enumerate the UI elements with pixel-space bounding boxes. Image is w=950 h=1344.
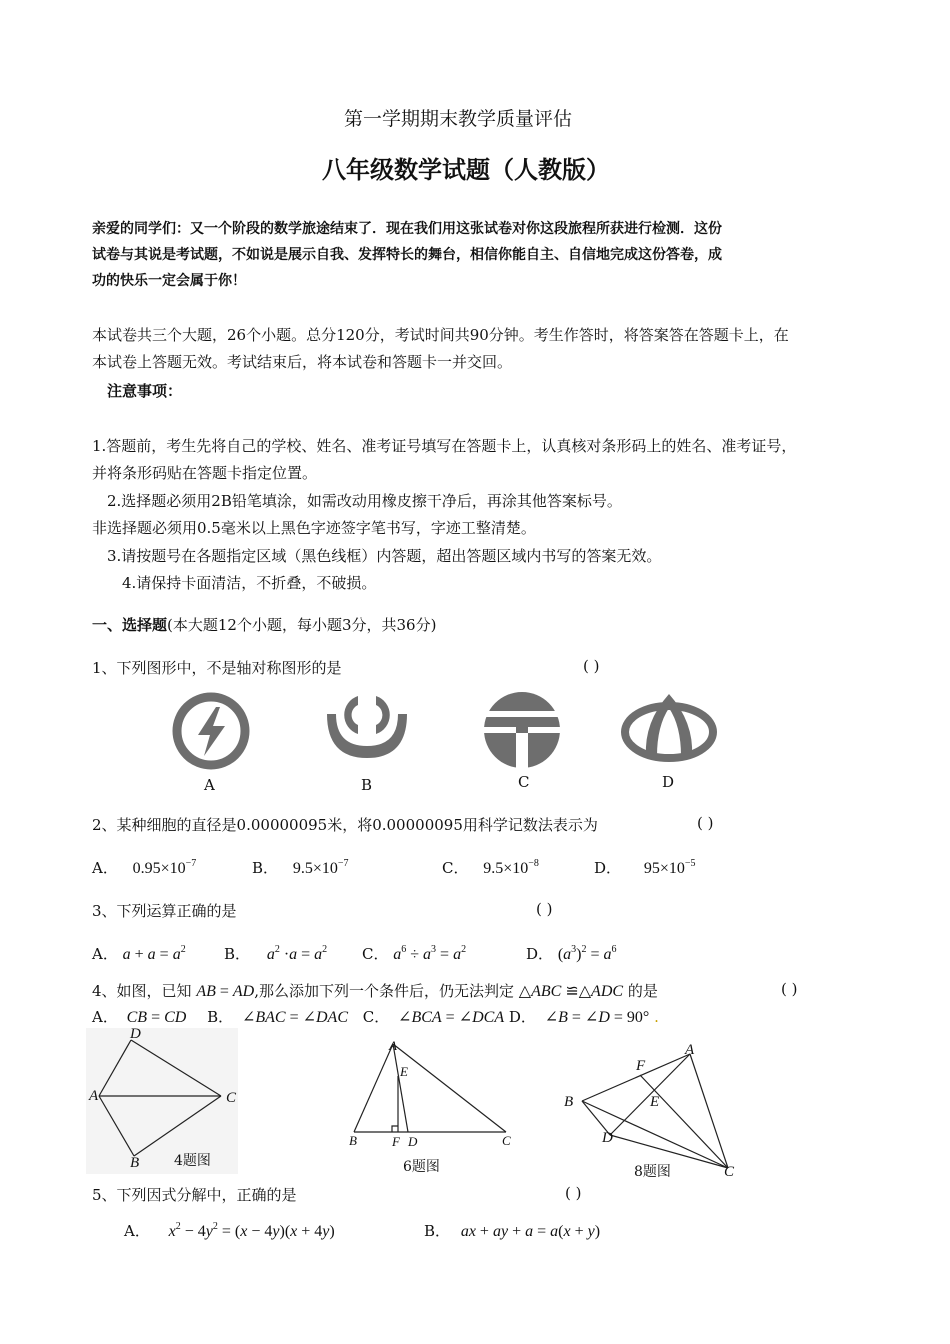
fig4-point-c: C	[226, 1090, 237, 1106]
fig4-point-a: A	[89, 1088, 99, 1104]
q3-stem: 3、下列运算正确的是	[92, 902, 237, 920]
q4-paren: ( )	[781, 980, 798, 998]
q2-coef-d: 95	[643, 860, 660, 877]
notice-heading: 注意事项：	[107, 382, 183, 400]
q3-option-c	[362, 943, 466, 964]
q2-option-a	[92, 857, 196, 878]
q4-label-c: C．	[362, 1008, 390, 1026]
q5-label-a: A．	[124, 1222, 150, 1240]
note-1b: 并将条形码贴在答题卡指定位置。	[92, 464, 318, 482]
section-1-heading	[92, 614, 436, 635]
q4-label-b: B．	[207, 1008, 234, 1026]
exam-subtitle: 第一学期期末教学质量评估	[344, 108, 573, 130]
lightning-logo-icon	[170, 690, 252, 772]
q4-given: AB = AD	[196, 983, 255, 1000]
q3-label-c: C．	[362, 945, 389, 963]
q3-label-b: B．	[224, 945, 251, 963]
note-4: 4.请保持卡面清洁，不折叠，不破损。	[122, 574, 377, 592]
oval-arch-logo-icon	[620, 690, 718, 762]
note-2b: 非选择题必须用0.5毫米以上黑色字迹签字笔书写，字迹工整清楚。	[92, 519, 536, 537]
fig6-point-f: F	[392, 1134, 400, 1149]
q3-expr-c: $a^6 \div a^3 = a^2$	[393, 944, 467, 963]
intro-line-1: 亲爱的同学们：又一个阶段的数学旅途结束了．现在我们用这张试卷对你这段旅程所获进行检测．这份	[92, 221, 722, 237]
q2-option-b	[252, 857, 348, 878]
q2-times-b: ×10	[312, 860, 338, 877]
q5-stem: 5、下列因式分解中，正确的是	[92, 1186, 297, 1204]
q2-coef-a: 0.95	[132, 860, 161, 877]
ring-bowl-logo-icon	[324, 688, 410, 770]
fig4-point-b: B	[130, 1155, 140, 1171]
figure-4-diagram	[86, 1028, 238, 1174]
q3-label-a: A．	[92, 945, 118, 963]
q4-label-d: D．	[508, 1008, 536, 1026]
note-2a: 2.选择题必须用2B铅笔填涂，如需改动用橡皮擦干净后，再涂其他答案标号。	[107, 492, 622, 510]
fig6-caption: 6题图	[403, 1159, 440, 1175]
fig8-caption: 8题图	[634, 1164, 671, 1180]
q2-exp-b: −7	[337, 858, 349, 869]
info-line-2: 本试卷上答题无效。考试结束后，将本试卷和答题卡一并交回。	[92, 353, 513, 371]
q3-label-d: D．	[526, 945, 554, 963]
q4-stem-post: 的是	[627, 982, 658, 1000]
q2-stem: 2、某种细胞的直径是0.00000095米，将0.00000095用科学记数法表示为	[92, 816, 598, 834]
q4-options	[92, 1006, 659, 1027]
q2-coef-c: 9.5	[483, 860, 504, 877]
q4-stem	[92, 980, 658, 1001]
section-1-title: 一、选择题	[92, 616, 168, 634]
q1-label-a: A	[204, 776, 215, 794]
q2-exp-d: −5	[684, 858, 696, 869]
q2-option-c	[442, 857, 539, 878]
fig6-point-d: D	[408, 1134, 418, 1149]
note-1a: 1.答题前，考生先将自己的学校、姓名、准考证号填写在答题卡上，认真核对条形码上的姓名、准考证号，	[92, 437, 797, 455]
intro-line-2: 试卷与其说是考试题，不如说是展示自我、发挥特长的舞台，相信你能自主、自信地完成这份答卷，成	[92, 247, 722, 263]
intro-line-3: 功的快乐一定会属于你！	[92, 273, 246, 289]
q3-expr-a: $a + a = a^2$	[122, 944, 186, 963]
q2-times-d: ×10	[659, 860, 685, 877]
q5-option-a	[124, 1220, 335, 1241]
q3-expr-d: $(a^3)^2 = a^6$	[557, 944, 617, 963]
stray-dot: .	[654, 1008, 659, 1026]
q2-exp-a: −7	[185, 858, 197, 869]
figure-6-diagram	[340, 1036, 520, 1136]
fig8-point-c: C	[724, 1164, 735, 1180]
q2-label-b: B．	[252, 859, 279, 877]
q4-expr-a: CB = CD	[126, 1009, 187, 1026]
q3-option-a	[92, 943, 186, 964]
fig6-point-e: E	[400, 1064, 408, 1079]
q5-option-b	[424, 1220, 600, 1241]
fig8-point-d: D	[602, 1130, 613, 1146]
fig8-point-f: F	[636, 1058, 646, 1074]
q4-stem-mid: ,那么添加下列一个条件后，仍无法判定	[254, 982, 515, 1000]
fig6-point-a: A	[389, 1038, 397, 1053]
q4-congruence: △ABC ≌△ADC	[518, 983, 624, 1000]
q3-option-d	[526, 943, 617, 964]
q2-times-c: ×10	[503, 860, 529, 877]
split-circle-logo-icon	[481, 689, 563, 771]
q2-label-a: A．	[92, 859, 118, 877]
q2-label-c: C．	[442, 859, 469, 877]
q2-times-a: ×10	[160, 860, 186, 877]
fig8-point-a: A	[685, 1042, 695, 1058]
q5-expr-b: ax + ay + a = a(x + y)	[460, 1223, 601, 1240]
q2-paren: ( )	[697, 814, 714, 832]
q5-expr-a: $x^2 - 4y^2 = (x - 4y)(x + 4y)$	[168, 1221, 335, 1240]
section-1-desc: (本大题12个小题，每小题3分，共36分)	[167, 616, 437, 634]
note-3: 3.请按题号在各题指定区域（黑色线框）内答题，超出答题区域内书写的答案无效。	[107, 547, 662, 565]
fig8-point-e: E	[650, 1094, 660, 1110]
q2-coef-b: 9.5	[292, 860, 313, 877]
q2-label-d: D．	[594, 859, 622, 877]
q1-stem: 1、下列图形中，不是轴对称图形的是	[92, 659, 342, 677]
info-line-1: 本试卷共三个大题，26个小题。总分120分，考试时间共90分钟。考生作答时，将答案答在答题卡上，在	[92, 326, 789, 344]
q4-expr-b: ∠BAC = ∠DAC	[241, 1009, 348, 1026]
q1-paren: ( )	[583, 657, 600, 675]
q2-exp-c: −8	[528, 858, 539, 869]
fig4-point-d: D	[130, 1026, 141, 1042]
q4-expr-d: ∠B = ∠D = 90°	[544, 1009, 650, 1026]
fig6-point-b: B	[349, 1133, 357, 1148]
q1-label-c: C	[518, 773, 530, 791]
q3-option-b	[224, 943, 327, 964]
q1-label-d: D	[662, 773, 675, 791]
q4-stem-pre: 4、如图，已知	[92, 982, 192, 1000]
q1-label-b: B	[361, 776, 373, 794]
q3-expr-b: $a^2 \cdot a = a^2$	[266, 944, 328, 963]
q3-paren: ( )	[536, 900, 553, 918]
exam-title: 八年级数学试题（人教版）	[322, 156, 610, 184]
fig6-point-c: C	[502, 1133, 511, 1148]
fig8-point-b: B	[564, 1094, 574, 1110]
fig4-caption: 4题图	[174, 1153, 211, 1169]
q4-expr-c: ∠BCA = ∠DCA	[398, 1009, 505, 1026]
q5-label-b: B．	[424, 1222, 451, 1240]
q5-paren: ( )	[565, 1184, 582, 1202]
q4-label-a: A．	[92, 1008, 118, 1026]
q2-option-d	[594, 857, 695, 878]
